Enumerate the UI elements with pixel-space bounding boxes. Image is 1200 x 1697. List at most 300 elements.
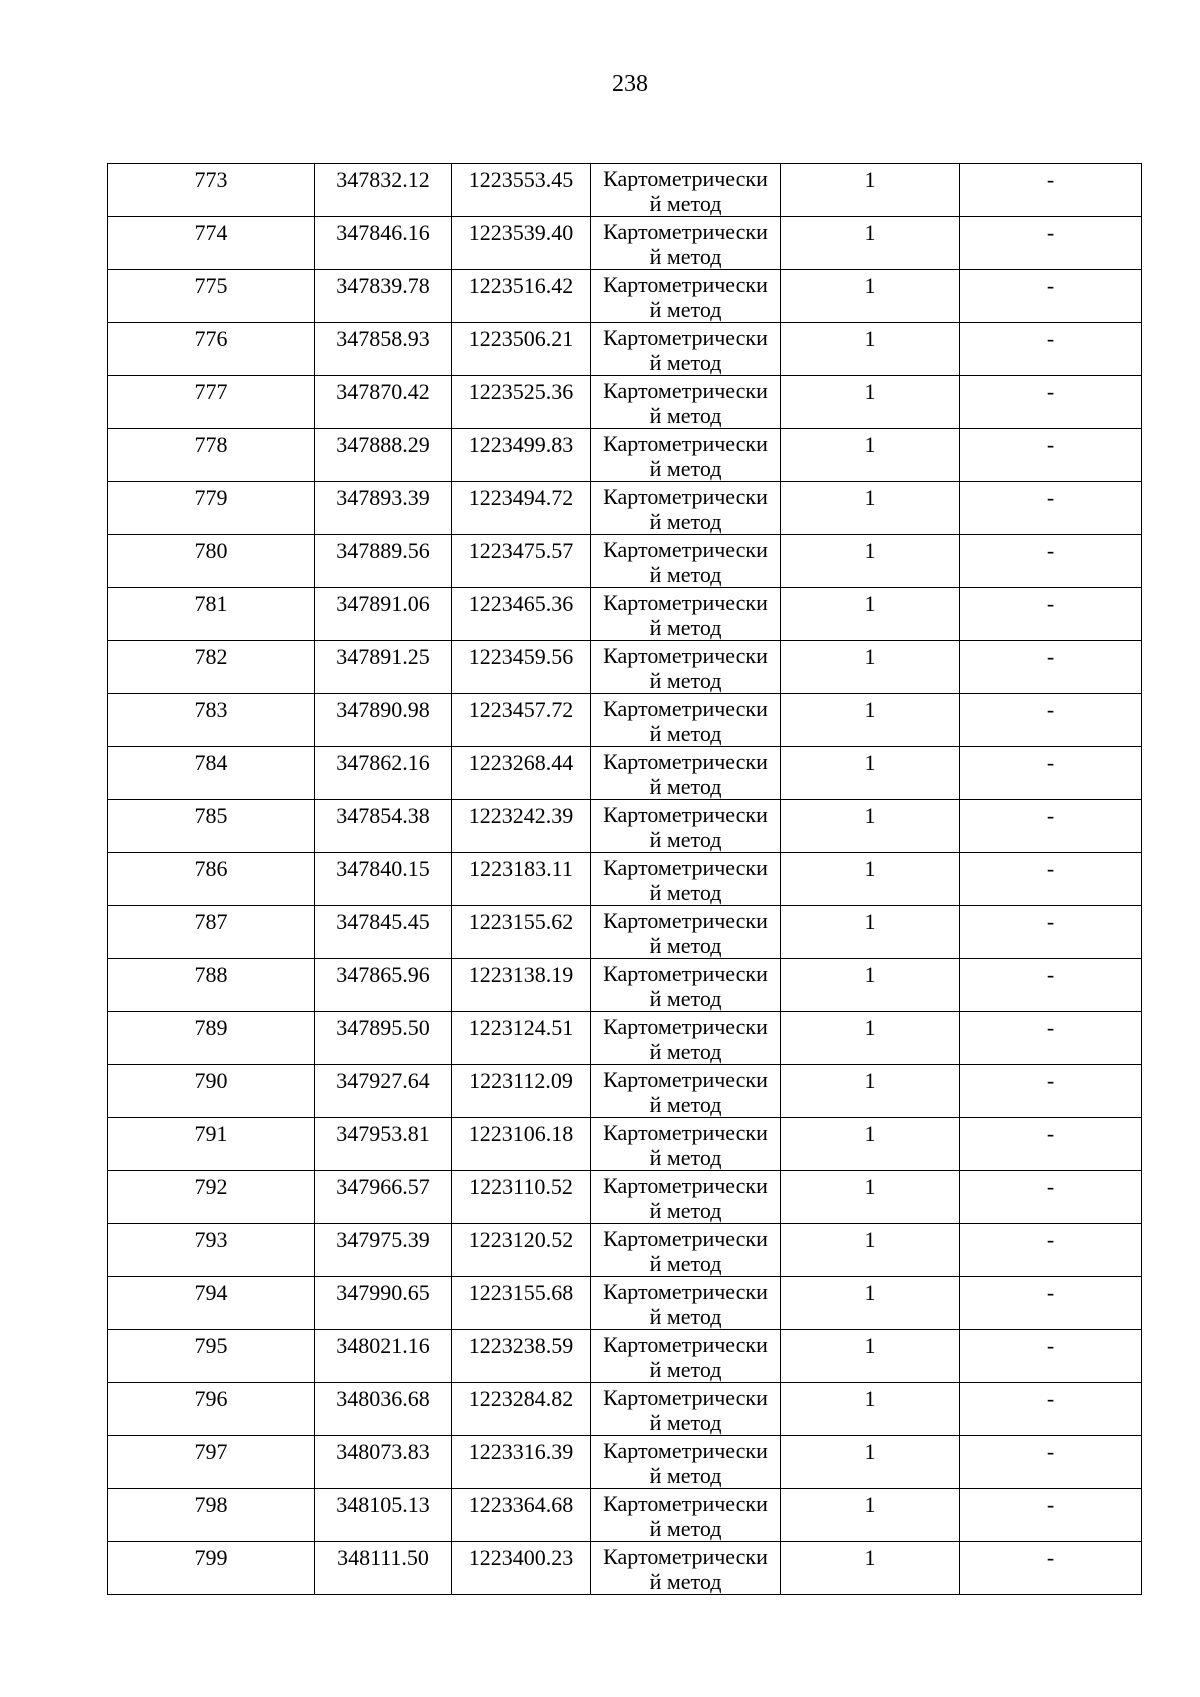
coordinate-y-cell-text: 1223183.11 — [469, 856, 573, 881]
note-cell — [960, 1277, 1142, 1330]
coordinate-y-cell — [452, 1118, 591, 1171]
accuracy-cell — [781, 588, 960, 641]
coordinate-x-cell-text: 347975.39 — [336, 1227, 430, 1252]
note-cell — [960, 906, 1142, 959]
point-number-cell-text: 785 — [194, 803, 228, 828]
coordinate-x-cell-text: 347839.78 — [336, 273, 430, 298]
accuracy-cell-text: 1 — [864, 220, 876, 245]
table-row — [108, 1383, 1142, 1436]
method-cell-text: Картометрически й метод — [603, 590, 768, 640]
coordinate-y-cell-text: 1223112.09 — [469, 1068, 573, 1093]
accuracy-cell-text: 1 — [864, 167, 876, 192]
coordinate-y-cell-text: 1223268.44 — [468, 750, 574, 775]
point-number-cell-text: 782 — [194, 644, 228, 669]
note-cell-text: - — [1046, 1015, 1055, 1040]
coordinate-y-cell-text: 1223242.39 — [468, 803, 574, 828]
coordinate-y-cell-text: 1223364.68 — [468, 1492, 574, 1517]
point-number-cell — [108, 853, 315, 906]
note-cell — [960, 217, 1142, 270]
table-row — [108, 906, 1142, 959]
coordinate-x-cell — [315, 747, 452, 800]
method-cell-text: Картометрически й метод — [603, 1067, 768, 1117]
coordinate-y-cell-text: 1223238.59 — [468, 1333, 574, 1358]
coordinate-x-cell-text: 348105.13 — [336, 1492, 430, 1517]
note-cell-text: - — [1046, 538, 1055, 563]
coordinate-y-cell — [452, 1012, 591, 1065]
point-number-cell-text: 773 — [194, 167, 228, 192]
method-cell-text: Картометрически й метод — [603, 1173, 768, 1223]
point-number-cell — [108, 217, 315, 270]
table-row — [108, 429, 1142, 482]
point-number-cell — [108, 959, 315, 1012]
coordinates-table-body — [108, 164, 1142, 1595]
coordinate-x-cell — [315, 482, 452, 535]
note-cell — [960, 376, 1142, 429]
page-number: 238 — [612, 71, 648, 97]
accuracy-cell-text: 1 — [864, 644, 876, 669]
coordinate-y-cell — [452, 1277, 591, 1330]
accuracy-cell — [781, 482, 960, 535]
coordinate-x-cell-text: 347854.38 — [336, 803, 430, 828]
note-cell-text: - — [1046, 909, 1055, 934]
note-cell — [960, 1489, 1142, 1542]
note-cell — [960, 1436, 1142, 1489]
coordinate-y-cell-text: 1223525.36 — [468, 379, 574, 404]
coordinate-y-cell — [452, 694, 591, 747]
table-row — [108, 1489, 1142, 1542]
coordinate-x-cell — [315, 270, 452, 323]
note-cell-text: - — [1046, 1068, 1055, 1093]
coordinate-y-cell-text: 1223110.52 — [469, 1174, 573, 1199]
coordinate-y-cell-text: 1223155.62 — [468, 909, 574, 934]
method-cell — [591, 800, 781, 853]
note-cell — [960, 270, 1142, 323]
note-cell — [960, 1330, 1142, 1383]
method-cell — [591, 1489, 781, 1542]
coordinate-y-cell — [452, 959, 591, 1012]
note-cell-text: - — [1046, 856, 1055, 881]
point-number-cell-text: 780 — [194, 538, 228, 563]
coordinate-x-cell — [315, 323, 452, 376]
accuracy-cell — [781, 1383, 960, 1436]
method-cell-text: Картометрически й метод — [603, 1491, 768, 1541]
accuracy-cell — [781, 906, 960, 959]
point-number-cell-text: 794 — [194, 1280, 228, 1305]
point-number-cell-text: 781 — [194, 591, 228, 616]
coordinate-x-cell — [315, 694, 452, 747]
note-cell-text: - — [1046, 1121, 1055, 1146]
method-cell — [591, 1065, 781, 1118]
point-number-cell-text: 792 — [194, 1174, 228, 1199]
coordinate-y-cell — [452, 1542, 591, 1595]
method-cell-text: Картометрически й метод — [603, 696, 768, 746]
accuracy-cell-text: 1 — [864, 273, 876, 298]
coordinate-y-cell — [452, 323, 591, 376]
coordinate-y-cell-text: 1223459.56 — [468, 644, 574, 669]
note-cell — [960, 1542, 1142, 1595]
method-cell — [591, 429, 781, 482]
point-number-cell — [108, 1224, 315, 1277]
note-cell-text: - — [1046, 591, 1055, 616]
point-number-cell-text: 786 — [194, 856, 228, 881]
note-cell-text: - — [1046, 750, 1055, 775]
accuracy-cell — [781, 1224, 960, 1277]
accuracy-cell-text: 1 — [864, 326, 876, 351]
method-cell — [591, 482, 781, 535]
point-number-cell-text: 775 — [194, 273, 228, 298]
accuracy-cell-text: 1 — [864, 909, 876, 934]
accuracy-cell-text: 1 — [864, 591, 876, 616]
method-cell-text: Картометрически й метод — [603, 219, 768, 269]
method-cell-text: Картометрически й метод — [603, 1279, 768, 1329]
point-number-cell — [108, 588, 315, 641]
coordinates-table — [107, 163, 1142, 1595]
table-row — [108, 588, 1142, 641]
accuracy-cell — [781, 1542, 960, 1595]
method-cell — [591, 1383, 781, 1436]
accuracy-cell-text: 1 — [864, 1439, 876, 1464]
accuracy-cell — [781, 323, 960, 376]
note-cell — [960, 641, 1142, 694]
coordinate-y-cell-text: 1223316.39 — [468, 1439, 574, 1464]
point-number-cell-text: 799 — [194, 1545, 228, 1570]
note-cell — [960, 588, 1142, 641]
note-cell-text: - — [1046, 485, 1055, 510]
coordinate-y-cell — [452, 1330, 591, 1383]
coordinate-x-cell-text: 347891.25 — [336, 644, 430, 669]
method-cell — [591, 1277, 781, 1330]
coordinate-x-cell-text: 347845.45 — [336, 909, 430, 934]
coordinate-y-cell — [452, 270, 591, 323]
point-number-cell — [108, 1330, 315, 1383]
coordinate-x-cell-text: 348021.16 — [336, 1333, 430, 1358]
table-row — [108, 217, 1142, 270]
coordinate-y-cell-text: 1223138.19 — [468, 962, 574, 987]
coordinate-y-cell — [452, 588, 591, 641]
accuracy-cell — [781, 1012, 960, 1065]
accuracy-cell — [781, 535, 960, 588]
note-cell-text: - — [1046, 379, 1055, 404]
method-cell — [591, 164, 781, 217]
point-number-cell-text: 798 — [194, 1492, 228, 1517]
point-number-cell-text: 784 — [194, 750, 228, 775]
accuracy-cell — [781, 1277, 960, 1330]
accuracy-cell — [781, 1118, 960, 1171]
method-cell — [591, 747, 781, 800]
point-number-cell — [108, 800, 315, 853]
accuracy-cell — [781, 641, 960, 694]
coordinate-x-cell — [315, 1065, 452, 1118]
coordinate-y-cell-text: 1223120.52 — [468, 1227, 574, 1252]
note-cell-text: - — [1046, 803, 1055, 828]
coordinate-x-cell — [315, 535, 452, 588]
coordinate-x-cell — [315, 1224, 452, 1277]
accuracy-cell-text: 1 — [864, 750, 876, 775]
note-cell-text: - — [1046, 1227, 1055, 1252]
coordinate-x-cell — [315, 1330, 452, 1383]
coordinate-x-cell — [315, 164, 452, 217]
note-cell-text: - — [1046, 1280, 1055, 1305]
note-cell — [960, 1171, 1142, 1224]
method-cell-text: Картометрически й метод — [603, 1014, 768, 1064]
accuracy-cell — [781, 747, 960, 800]
accuracy-cell-text: 1 — [864, 1015, 876, 1040]
note-cell-text: - — [1046, 1439, 1055, 1464]
note-cell-text: - — [1046, 1492, 1055, 1517]
coordinate-x-cell-text: 347865.96 — [336, 962, 430, 987]
coordinate-x-cell-text: 348073.83 — [336, 1439, 430, 1464]
accuracy-cell — [781, 429, 960, 482]
coordinate-x-cell — [315, 1383, 452, 1436]
note-cell — [960, 1118, 1142, 1171]
point-number-cell — [108, 694, 315, 747]
note-cell — [960, 323, 1142, 376]
table-row — [108, 853, 1142, 906]
accuracy-cell — [781, 1330, 960, 1383]
coordinate-y-cell-text: 1223284.82 — [468, 1386, 574, 1411]
note-cell-text: - — [1046, 432, 1055, 457]
coordinate-y-cell-text: 1223553.45 — [468, 167, 574, 192]
method-cell-text: Картометрически й метод — [603, 378, 768, 428]
accuracy-cell-text: 1 — [864, 1280, 876, 1305]
point-number-cell — [108, 1489, 315, 1542]
coordinate-x-cell-text: 347832.12 — [336, 167, 430, 192]
point-number-cell — [108, 1065, 315, 1118]
method-cell — [591, 323, 781, 376]
note-cell-text: - — [1046, 697, 1055, 722]
note-cell — [960, 694, 1142, 747]
note-cell-text: - — [1046, 1386, 1055, 1411]
coordinate-x-cell — [315, 641, 452, 694]
coordinate-y-cell — [452, 1383, 591, 1436]
method-cell-text: Картометрически й метод — [603, 431, 768, 481]
note-cell — [960, 1383, 1142, 1436]
table-row — [108, 1171, 1142, 1224]
coordinate-y-cell — [452, 747, 591, 800]
coordinate-x-cell-text: 347840.15 — [336, 856, 430, 881]
point-number-cell-text: 783 — [194, 697, 228, 722]
method-cell-text: Картометрически й метод — [603, 908, 768, 958]
method-cell — [591, 1436, 781, 1489]
table-row — [108, 535, 1142, 588]
table-row — [108, 959, 1142, 1012]
note-cell-text: - — [1046, 962, 1055, 987]
coordinate-x-cell-text: 347870.42 — [336, 379, 430, 404]
accuracy-cell — [781, 1489, 960, 1542]
coordinate-y-cell — [452, 376, 591, 429]
point-number-cell — [108, 482, 315, 535]
coordinate-x-cell — [315, 588, 452, 641]
coordinate-y-cell — [452, 853, 591, 906]
method-cell — [591, 1330, 781, 1383]
point-number-cell — [108, 1383, 315, 1436]
coordinate-x-cell-text: 347891.06 — [336, 591, 430, 616]
method-cell-text: Картометрически й метод — [603, 272, 768, 322]
coordinate-x-cell — [315, 1542, 452, 1595]
coordinate-y-cell — [452, 1224, 591, 1277]
coordinate-y-cell — [452, 429, 591, 482]
note-cell — [960, 535, 1142, 588]
coordinate-x-cell — [315, 906, 452, 959]
coordinate-x-cell-text: 348036.68 — [336, 1386, 430, 1411]
point-number-cell — [108, 747, 315, 800]
point-number-cell-text: 789 — [194, 1015, 228, 1040]
method-cell — [591, 1171, 781, 1224]
point-number-cell — [108, 1436, 315, 1489]
method-cell — [591, 694, 781, 747]
coordinate-x-cell — [315, 1277, 452, 1330]
method-cell-text: Картометрически й метод — [603, 1226, 768, 1276]
point-number-cell-text: 795 — [194, 1333, 228, 1358]
coordinate-y-cell — [452, 1171, 591, 1224]
method-cell-text: Картометрически й метод — [603, 1332, 768, 1382]
coordinate-y-cell — [452, 217, 591, 270]
accuracy-cell — [781, 270, 960, 323]
method-cell — [591, 906, 781, 959]
coordinate-x-cell-text: 347990.65 — [336, 1280, 430, 1305]
coordinate-x-cell — [315, 1436, 452, 1489]
coordinate-x-cell-text: 347889.56 — [336, 538, 430, 563]
accuracy-cell-text: 1 — [864, 962, 876, 987]
point-number-cell-text: 791 — [194, 1121, 228, 1146]
accuracy-cell — [781, 853, 960, 906]
point-number-cell — [108, 1542, 315, 1595]
accuracy-cell — [781, 800, 960, 853]
table-row — [108, 1542, 1142, 1595]
method-cell-text: Картометрически й метод — [603, 1385, 768, 1435]
table-row — [108, 1118, 1142, 1171]
accuracy-cell-text: 1 — [864, 1068, 876, 1093]
accuracy-cell-text: 1 — [864, 538, 876, 563]
point-number-cell — [108, 1118, 315, 1171]
method-cell — [591, 641, 781, 694]
method-cell-text: Картометрически й метод — [603, 749, 768, 799]
coordinate-x-cell-text: 347890.98 — [336, 697, 430, 722]
point-number-cell-text: 774 — [194, 220, 228, 245]
coordinate-x-cell — [315, 800, 452, 853]
table-row — [108, 800, 1142, 853]
coordinate-x-cell-text: 347846.16 — [336, 220, 430, 245]
table-row — [108, 747, 1142, 800]
table-row — [108, 694, 1142, 747]
accuracy-cell-text: 1 — [864, 1333, 876, 1358]
note-cell-text: - — [1046, 1333, 1055, 1358]
method-cell — [591, 270, 781, 323]
point-number-cell — [108, 1012, 315, 1065]
note-cell — [960, 1224, 1142, 1277]
accuracy-cell-text: 1 — [864, 1227, 876, 1252]
method-cell-text: Картометрически й метод — [603, 855, 768, 905]
coordinate-y-cell — [452, 800, 591, 853]
coordinate-x-cell — [315, 1171, 452, 1224]
coordinate-x-cell — [315, 853, 452, 906]
method-cell-text: Картометрически й метод — [603, 166, 768, 216]
accuracy-cell — [781, 164, 960, 217]
point-number-cell-text: 796 — [194, 1386, 228, 1411]
coordinate-y-cell-text: 1223124.51 — [468, 1015, 574, 1040]
point-number-cell-text: 793 — [194, 1227, 228, 1252]
point-number-cell — [108, 1277, 315, 1330]
point-number-cell-text: 797 — [194, 1439, 228, 1464]
coordinate-y-cell — [452, 641, 591, 694]
note-cell — [960, 800, 1142, 853]
method-cell-text: Картометрически й метод — [603, 643, 768, 693]
point-number-cell-text: 779 — [194, 485, 228, 510]
coordinate-y-cell — [452, 906, 591, 959]
table-row — [108, 164, 1142, 217]
coordinate-x-cell-text: 347888.29 — [336, 432, 430, 457]
table-row — [108, 270, 1142, 323]
method-cell — [591, 1012, 781, 1065]
accuracy-cell — [781, 959, 960, 1012]
coordinate-x-cell — [315, 1118, 452, 1171]
note-cell — [960, 1065, 1142, 1118]
accuracy-cell-text: 1 — [864, 697, 876, 722]
point-number-cell-text: 790 — [194, 1068, 228, 1093]
coordinate-x-cell-text: 348111.50 — [337, 1545, 429, 1570]
accuracy-cell — [781, 376, 960, 429]
accuracy-cell-text: 1 — [864, 803, 876, 828]
method-cell — [591, 1118, 781, 1171]
coordinate-y-cell-text: 1223539.40 — [468, 220, 574, 245]
accuracy-cell-text: 1 — [864, 856, 876, 881]
note-cell-text: - — [1046, 1545, 1055, 1570]
table-row — [108, 1436, 1142, 1489]
coordinate-x-cell — [315, 959, 452, 1012]
note-cell — [960, 1012, 1142, 1065]
note-cell-text: - — [1046, 220, 1055, 245]
method-cell — [591, 588, 781, 641]
table-row — [108, 641, 1142, 694]
accuracy-cell-text: 1 — [864, 1174, 876, 1199]
accuracy-cell-text: 1 — [864, 432, 876, 457]
method-cell — [591, 1224, 781, 1277]
table-row — [108, 1065, 1142, 1118]
method-cell-text: Картометрически й метод — [603, 1438, 768, 1488]
point-number-cell — [108, 323, 315, 376]
coordinate-x-cell — [315, 1489, 452, 1542]
coordinate-y-cell-text: 1223499.83 — [468, 432, 574, 457]
point-number-cell-text: 777 — [194, 379, 228, 404]
coordinate-x-cell — [315, 1012, 452, 1065]
method-cell — [591, 376, 781, 429]
point-number-cell — [108, 164, 315, 217]
coordinate-x-cell-text: 347953.81 — [336, 1121, 430, 1146]
coordinate-x-cell-text: 347966.57 — [336, 1174, 430, 1199]
coordinate-y-cell-text: 1223106.18 — [468, 1121, 574, 1146]
coordinate-x-cell-text: 347927.64 — [336, 1068, 430, 1093]
accuracy-cell — [781, 694, 960, 747]
method-cell-text: Картометрически й метод — [603, 802, 768, 852]
accuracy-cell — [781, 1171, 960, 1224]
table-row — [108, 323, 1142, 376]
method-cell-text: Картометрически й метод — [603, 325, 768, 375]
accuracy-cell-text: 1 — [864, 1386, 876, 1411]
coordinate-x-cell-text: 347862.16 — [336, 750, 430, 775]
table-row — [108, 482, 1142, 535]
point-number-cell — [108, 641, 315, 694]
note-cell — [960, 482, 1142, 535]
note-cell — [960, 959, 1142, 1012]
method-cell — [591, 959, 781, 1012]
point-number-cell — [108, 535, 315, 588]
coordinate-y-cell-text: 1223465.36 — [468, 591, 574, 616]
coordinate-x-cell-text: 347895.50 — [336, 1015, 430, 1040]
point-number-cell — [108, 429, 315, 482]
note-cell-text: - — [1046, 326, 1055, 351]
coordinate-y-cell-text: 1223155.68 — [468, 1280, 574, 1305]
table-row — [108, 1277, 1142, 1330]
